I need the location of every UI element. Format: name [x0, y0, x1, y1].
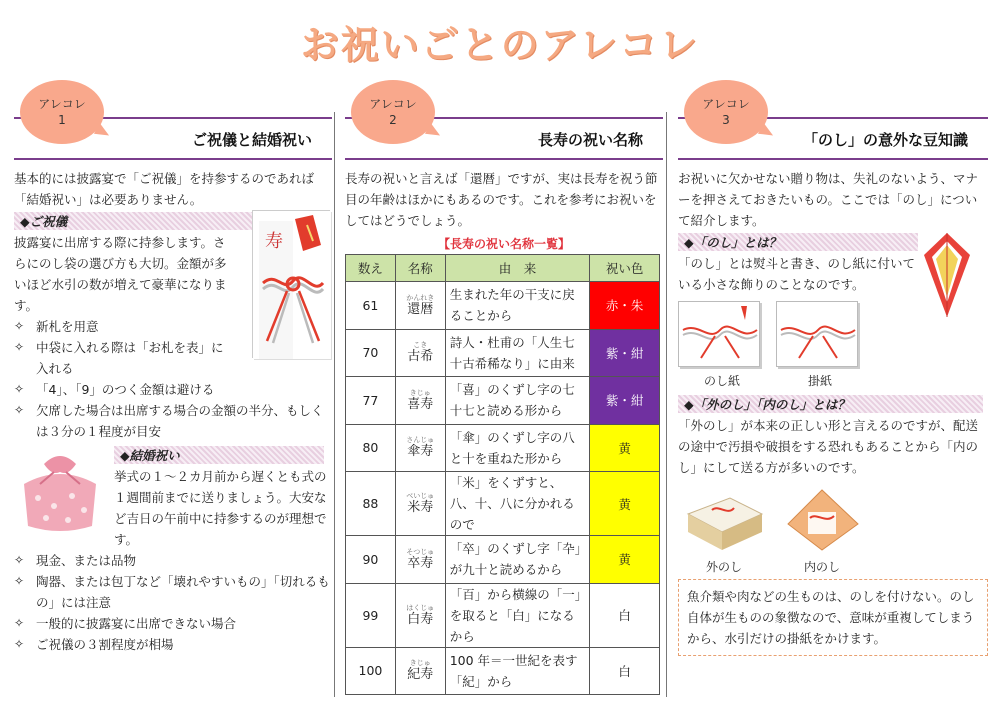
table-body — [346, 282, 660, 695]
origin-cell: 100 年＝一世紀を表す「紀」から — [445, 647, 590, 695]
bubble-label: アレコレ — [702, 97, 750, 111]
column-divider — [666, 112, 667, 697]
gift-images — [682, 484, 988, 575]
goshugi-list — [14, 316, 332, 442]
name-text: 米寿 — [407, 500, 434, 515]
origin-cell: 「傘」のくずし字の八と十を重ねた形から — [445, 424, 590, 472]
image-caption: 掛紙 — [807, 374, 832, 388]
table-row — [346, 583, 660, 647]
name-text: 紀寿 — [407, 667, 434, 683]
goshugi-block — [14, 210, 332, 442]
column-1 — [14, 80, 332, 655]
name-text: 還暦 — [407, 301, 434, 317]
intro-text: 長寿の祝いと言えば「還暦」ですが、実は長寿を祝う節目の年齢はほかにもあるのです。これを参考にお祝いをしてはどうでしょう。 — [345, 171, 658, 228]
origin-cell: 生まれた年の干支に戻ることから — [445, 282, 590, 330]
column-header: 祝い色 — [590, 255, 660, 282]
name-text: 卒寿 — [407, 555, 434, 571]
bubble-number: 3 — [722, 113, 730, 127]
name-cell — [395, 377, 445, 425]
subheading: ◆ご祝儀 — [14, 212, 254, 230]
age-cell: 100 — [346, 647, 396, 695]
table-row — [346, 647, 660, 695]
bubble-number: 1 — [58, 113, 66, 127]
page-title: お祝いごとのアレコレ — [300, 23, 700, 67]
noshi-paper-icon — [678, 301, 760, 367]
subheading: ◆「のし」とは？ — [678, 233, 918, 251]
kakegami-icon — [776, 301, 858, 367]
color-cell: 黄 — [590, 424, 660, 472]
longevity-table — [345, 254, 660, 695]
noshi-text: 「のし」とは熨斗と書き、のし紙に付いている小さな飾りのことなのです。 — [678, 256, 916, 292]
list-item: ✧ 一般的に披露宴に出席できない場合 — [14, 613, 332, 634]
kekkon-list — [14, 550, 332, 655]
kakegami-figure — [776, 301, 864, 389]
subheading: ◆結婚祝い — [114, 446, 324, 464]
section-title: 長寿の祝い名称 — [537, 131, 643, 149]
age-cell: 88 — [346, 472, 396, 536]
ruby-text: かんれき — [406, 293, 435, 302]
column-header: 名称 — [395, 255, 445, 282]
name-cell — [395, 647, 445, 695]
origin-cell: 「喜」のくずし字の七十七と読める形から — [445, 377, 590, 425]
section-bubble — [20, 80, 104, 144]
column-divider — [334, 112, 335, 697]
table-header-row — [346, 255, 660, 282]
list-item: ✧ 「4」、「9」のつく金額は避ける — [14, 379, 332, 400]
color-cell: 赤・朱 — [590, 282, 660, 330]
list-item: ✧ 現金、または品物 — [14, 550, 332, 571]
ruby-text: さんじゅ — [406, 436, 435, 445]
table-row — [346, 377, 660, 425]
age-cell: 61 — [346, 282, 396, 330]
kekkon-block — [14, 444, 332, 655]
name-cell — [395, 583, 445, 647]
bubble-label: アレコレ — [38, 97, 86, 111]
section-bubble — [684, 80, 768, 144]
list-item: ✧ 欠席した場合は出席する場合の金額の半分、もしくは３分の１程度が目安 — [14, 400, 332, 442]
list-item: ✧ ご祝儀の３割程度が相場 — [14, 634, 332, 655]
section-title: ご祝儀と結婚祝い — [191, 131, 312, 149]
name-cell — [395, 329, 445, 377]
noshi-block — [678, 231, 988, 389]
intro-text: お祝いに欠かせない贈り物は、失礼のないよう、マナーを押さえておきたいもの。ここでは「のし」について紹介します。 — [678, 171, 979, 228]
column-3 — [678, 80, 988, 656]
list-item: ✧ 陶器、または包丁など「壊れやすいもの」「切れるもの」には注意 — [14, 571, 332, 613]
table-caption: 【長寿の祝い名称一覧】 — [437, 237, 570, 251]
column-header: 数え — [346, 255, 396, 282]
color-cell: 紫・紺 — [590, 377, 660, 425]
color-cell: 黄 — [590, 536, 660, 584]
section-title: 「のし」の意外な豆知識 — [802, 131, 968, 149]
list-item: ✧ 新札を用意 — [14, 316, 332, 337]
column-header: 由 来 — [445, 255, 590, 282]
list-item: ✧ 中袋に入れる際は「お札を表」に入れる — [14, 337, 229, 379]
column-2 — [345, 80, 663, 695]
name-text: 傘寿 — [407, 444, 434, 460]
age-cell: 77 — [346, 377, 396, 425]
soto-uchi-text: 「外のし」が本来の正しい形と言えるのですが、配送の途中で汚損や破損をする恐れもあることから「内のし」にして送る方が多いのです。 — [678, 418, 979, 475]
subheading: ◆「外のし」「内のし」とは？ — [678, 395, 983, 413]
ruby-text: きじゅ — [409, 659, 431, 668]
uchi-figure — [780, 484, 864, 575]
section-header — [14, 80, 332, 168]
name-cell — [395, 282, 445, 330]
header-rule — [345, 158, 663, 160]
name-text: 古希 — [407, 349, 434, 365]
intro-text: 基本的には披露宴で「ご祝儀」を持参するのであれば「結婚祝い」は必要ありません。 — [14, 171, 315, 207]
origin-cell: 「百」から横線の「一」を取ると「白」になるから — [445, 583, 590, 647]
noshi-ornament-icon — [920, 231, 974, 319]
age-cell: 80 — [346, 424, 396, 472]
name-text: 喜寿 — [407, 396, 434, 412]
noshi-paper-figure — [678, 301, 766, 389]
header-rule — [678, 158, 988, 160]
table-row — [346, 282, 660, 330]
color-cell: 紫・紺 — [590, 329, 660, 377]
origin-cell: 「米」をくずすと、八、十、八に分かれるので — [445, 472, 590, 536]
color-cell: 白 — [590, 583, 660, 647]
image-caption: のし紙 — [703, 374, 740, 388]
envelope-kanji: 寿 — [265, 231, 283, 252]
bubble-label: アレコレ — [369, 97, 417, 111]
name-cell — [395, 472, 445, 536]
color-cell: 黄 — [590, 472, 660, 536]
note-box: 魚介類や肉などの生ものは、のしを付けない。のし自体が生ものの象徴なので、意味が重複してしまうから、水引だけの掛紙をかけます。 — [678, 579, 988, 656]
ruby-text: そつじゅ — [406, 547, 435, 556]
age-cell: 70 — [346, 329, 396, 377]
table-row — [346, 424, 660, 472]
origin-cell: 「卒」のくずし字「卆」が九十と読めるから — [445, 536, 590, 584]
name-text: 白寿 — [407, 611, 434, 627]
table-row — [346, 536, 660, 584]
bubble-number: 2 — [389, 113, 397, 127]
soto-figure — [682, 484, 766, 575]
table-row — [346, 329, 660, 377]
image-caption: 内のし — [803, 560, 840, 574]
section-header — [678, 80, 988, 168]
goshugi-text: 披露宴に出席する際に持参します。さらにのし袋の選び方も大切。金額が多いほど水引の数が増えて豪華になります。 — [14, 235, 227, 313]
origin-cell: 詩人・杜甫の「人生七十古希稀なり」に由来 — [445, 329, 590, 377]
age-cell: 90 — [346, 536, 396, 584]
section-bubble — [351, 80, 435, 144]
soto-noshi-gift-icon — [682, 484, 766, 554]
furoshiki-gift-icon — [14, 444, 106, 536]
ruby-text: べいじゅ — [406, 492, 435, 500]
uchi-noshi-gift-icon — [780, 484, 864, 554]
kekkon-text: 挙式の１～２カ月前から遅くとも式の１週間前までに送りましょう。大安など吉日の午前中に持参するのが理想です。 — [114, 469, 327, 547]
ruby-text: きじゅ — [409, 388, 431, 397]
age-cell: 99 — [346, 583, 396, 647]
ruby-text: こき — [413, 341, 428, 350]
ruby-text: はくじゅ — [406, 603, 435, 612]
header-rule — [14, 158, 332, 160]
soto-uchi-block — [678, 393, 988, 656]
color-cell: 白 — [590, 647, 660, 695]
name-cell — [395, 424, 445, 472]
name-cell — [395, 536, 445, 584]
section-header — [345, 80, 663, 168]
image-caption: 外のし — [705, 560, 742, 574]
table-row — [346, 472, 660, 536]
